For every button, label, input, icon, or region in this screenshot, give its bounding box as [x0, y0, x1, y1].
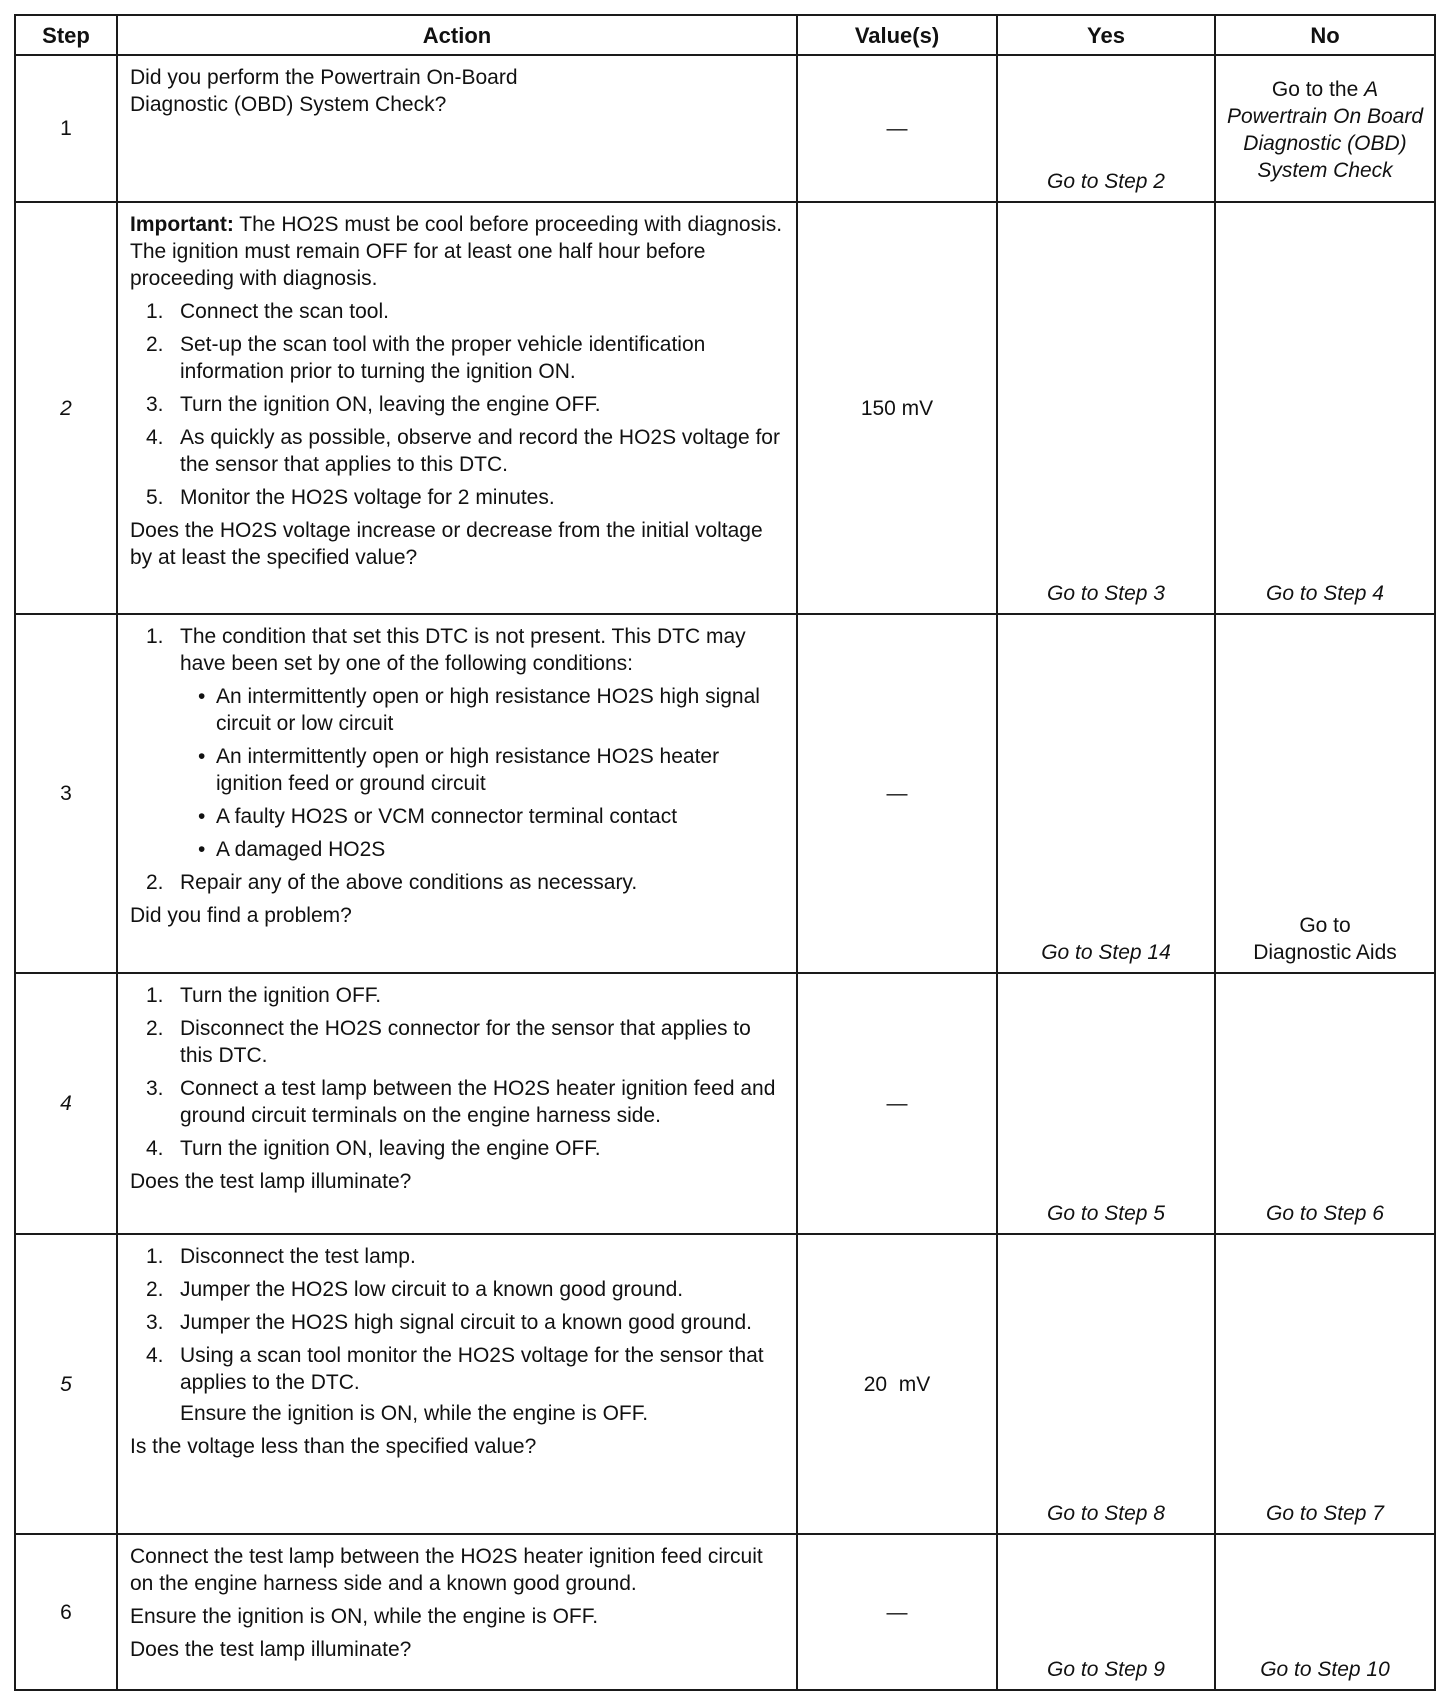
- action-question: Did you find a problem?: [130, 904, 352, 927]
- bullet-item: • A faulty HO2S or VCM connector terminal contact: [198, 805, 678, 828]
- list-item: 1. Turn the ignition OFF.: [146, 984, 382, 1007]
- yes-cell: [997, 1234, 1215, 1534]
- action-cell: [117, 1534, 797, 1690]
- value-cell: 20 mV: [797, 1234, 997, 1534]
- step-number: 4: [15, 973, 117, 1234]
- go-to-step-6-link[interactable]: Go to Step 6: [1266, 1202, 1384, 1225]
- list-item: 3. Jumper the HO2S high signal circuit to a known good ground.: [146, 1311, 752, 1334]
- action-question: Does the HO2S voltage increase or decrease from the initial voltage by at least the specified value?: [130, 519, 763, 569]
- header-yes: Yes: [997, 15, 1215, 55]
- no-prefix: Go to the: [1271, 77, 1359, 101]
- go-to-step-9-link[interactable]: Go to Step 9: [1047, 1658, 1165, 1681]
- go-to-step-5-link[interactable]: Go to Step 5: [1047, 1202, 1165, 1225]
- list-item: 4. Turn the ignition ON, leaving the engine OFF.: [146, 1137, 601, 1160]
- header-value: Value(s): [797, 15, 997, 55]
- list-item: 1. Disconnect the test lamp.: [146, 1245, 416, 1268]
- table-row-step-3: [15, 614, 1435, 973]
- table-row-step-6: [15, 1534, 1435, 1690]
- go-to-step-3-link[interactable]: Go to Step 3: [1047, 582, 1165, 605]
- list-item: 2. Repair any of the above conditions as necessary.: [146, 871, 638, 894]
- no-cell: [1215, 1534, 1435, 1690]
- header-step: Step: [15, 15, 117, 55]
- diagnostic-aids-link[interactable]: Go to Diagnostic Aids: [1253, 914, 1397, 964]
- list-item: 2. Set-up the scan tool with the proper vehicle identification information prior to turning the ignition ON.: [146, 333, 706, 383]
- action-question: Does the test lamp illuminate?: [130, 1638, 412, 1661]
- diagnostic-table-page: [14, 14, 1434, 1691]
- list-item: 1. Connect the scan tool.: [146, 300, 389, 323]
- value-cell: —: [797, 614, 997, 973]
- procedure-list: [130, 623, 786, 896]
- list-item: 1. The condition that set this DTC is not present. This DTC may have been set by one of the following conditions: • An intermittently open or high resistance HO2S high signal circuit or low circuit • An intermittently open or high resistance HO2S heater ignition feed or ground circuit • A faulty HO2S or VCM connector terminal contact • A damaged HO2S: [130, 623, 786, 863]
- list-item: 5. Monitor the HO2S voltage for 2 minutes.: [146, 486, 555, 509]
- go-to-step-14-link[interactable]: Go to Step 14: [1041, 941, 1171, 964]
- no-cell: [1215, 973, 1435, 1234]
- list-item: 4. As quickly as possible, observe and record the HO2S voltage for the sensor that applies to this DTC.: [146, 426, 780, 476]
- obd-system-check-link[interactable]: A Powertrain On Board Diagnostic (OBD) System Check: [1226, 77, 1424, 182]
- step-number: 2: [15, 202, 117, 614]
- action-cell: [117, 55, 797, 202]
- list-item: 2. Jumper the HO2S low circuit to a known good ground.: [146, 1278, 684, 1301]
- go-to-step-2-link[interactable]: Go to Step 2: [1047, 170, 1165, 193]
- step-number: 6: [15, 1534, 117, 1690]
- action-cell: [117, 614, 797, 973]
- table-row-step-1: [15, 55, 1435, 202]
- list-item: 4. Using a scan tool monitor the HO2S voltage for the sensor that applies to the DTC. Ensure the ignition is ON, while the engine is OFF.: [130, 1342, 786, 1427]
- list-item: 2. Disconnect the HO2S connector for the sensor that applies to this DTC.: [146, 1017, 751, 1067]
- condition-bullets: [180, 683, 786, 863]
- value-cell: —: [797, 973, 997, 1234]
- step-number: 1: [15, 55, 117, 202]
- diagnostic-table: [14, 14, 1436, 1691]
- yes-cell: [997, 202, 1215, 614]
- no-cell: [1215, 614, 1435, 973]
- yes-cell: [997, 1534, 1215, 1690]
- step-number: 5: [15, 1234, 117, 1534]
- action-text: Connect the test lamp between the HO2S heater ignition feed circuit on the engine harness side and a known good ground.: [130, 1545, 763, 1595]
- important-label: Important:: [130, 213, 234, 236]
- yes-cell: [997, 973, 1215, 1234]
- list-item: 3. Turn the ignition ON, leaving the engine OFF.: [146, 393, 601, 416]
- step-number: 3: [15, 614, 117, 973]
- ignition-note: Ensure the ignition is ON, while the engine is OFF.: [130, 1605, 599, 1628]
- no-cell: [1215, 55, 1435, 202]
- ignition-note: Ensure the ignition is ON, while the engine is OFF.: [180, 1402, 649, 1425]
- procedure-list: [130, 982, 786, 1162]
- no-cell: [1215, 1234, 1435, 1534]
- procedure-list: [130, 298, 786, 511]
- yes-cell: [997, 55, 1215, 202]
- header-no: No: [1215, 15, 1435, 55]
- procedure-list: [130, 1243, 786, 1427]
- header-row: [15, 15, 1435, 55]
- value-cell: —: [797, 1534, 997, 1690]
- action-cell: [117, 973, 797, 1234]
- action-cell: [117, 1234, 797, 1534]
- no-cell: [1215, 202, 1435, 614]
- value-cell: —: [797, 55, 997, 202]
- value-cell: 150 mV: [797, 202, 997, 614]
- table-row-step-2: [15, 202, 1435, 614]
- go-to-step-7-link[interactable]: Go to Step 7: [1266, 1502, 1384, 1525]
- table-row-step-5: [15, 1234, 1435, 1534]
- go-to-step-4-link[interactable]: Go to Step 4: [1266, 582, 1384, 605]
- go-to-step-10-link[interactable]: Go to Step 10: [1260, 1658, 1390, 1681]
- action-cell: [117, 202, 797, 614]
- bullet-item: • An intermittently open or high resistance HO2S high signal circuit or low circuit: [198, 685, 760, 735]
- list-item: 3. Connect a test lamp between the HO2S heater ignition feed and ground circuit terminals on the engine harness side.: [146, 1077, 776, 1127]
- important-note: [130, 211, 786, 292]
- bullet-item: • A damaged HO2S: [198, 838, 386, 861]
- header-action: Action: [117, 15, 797, 55]
- action-question: Is the voltage less than the specified value?: [130, 1435, 537, 1458]
- go-to-step-8-link[interactable]: Go to Step 8: [1047, 1502, 1165, 1525]
- important-text: The HO2S must be cool before proceeding with diagnosis. The ignition must remain OFF for at least one half hour before proceeding with diagnosis.: [130, 213, 783, 290]
- table-row-step-4: [15, 973, 1435, 1234]
- yes-cell: [997, 614, 1215, 973]
- action-question: Did you perform the Powertrain On-Board Diagnostic (OBD) System Check?: [130, 66, 518, 116]
- bullet-item: • An intermittently open or high resistance HO2S heater ignition feed or ground circuit: [198, 745, 720, 795]
- action-question: Does the test lamp illuminate?: [130, 1170, 412, 1193]
